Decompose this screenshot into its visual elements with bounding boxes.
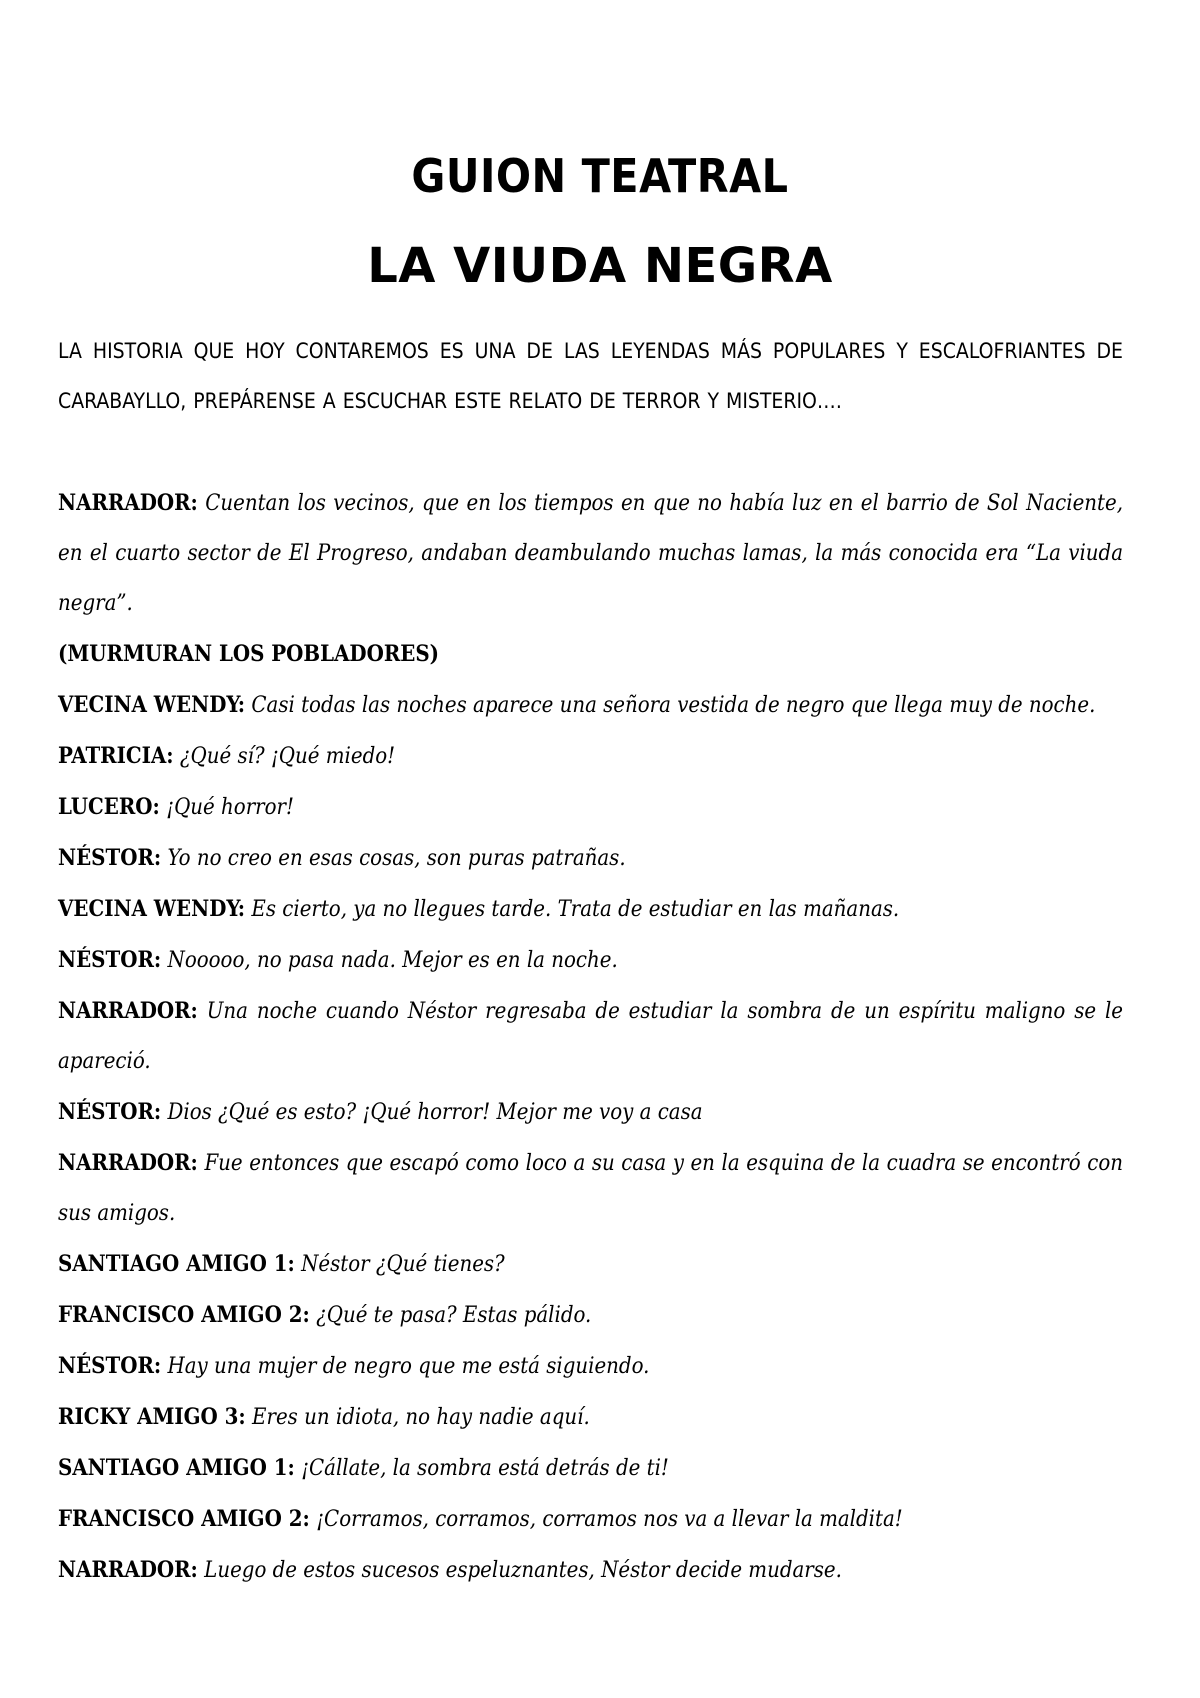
dialogue-line bbox=[58, 833, 1123, 884]
document-kind-heading: GUION TEATRAL bbox=[411, 149, 789, 203]
dialogue-line bbox=[58, 1290, 1123, 1341]
dialogue-text: ¿Qué te pasa? Estas pálido. bbox=[316, 1303, 592, 1328]
dialogue-text: Nooooo, no pasa nada. Mejor es en la noche. bbox=[167, 948, 618, 973]
dialogue-line bbox=[58, 1443, 1123, 1494]
speaker-name: RICKY AMIGO 3: bbox=[58, 1404, 246, 1430]
dialogue-line bbox=[58, 478, 1123, 629]
dialogue-line bbox=[58, 1341, 1123, 1392]
speaker-name: FRANCISCO AMIGO 2: bbox=[58, 1506, 310, 1532]
dialogue-text: ¡Qué horror! bbox=[166, 795, 294, 820]
speaker-name: PATRICIA: bbox=[58, 743, 174, 769]
speaker-name: NARRADOR: bbox=[58, 1557, 198, 1583]
dialogue-text: Es cierto, ya no llegues tarde. Trata de estudiar en las mañanas. bbox=[251, 897, 900, 922]
speaker-name: NARRADOR: bbox=[58, 998, 198, 1024]
dialogue-line bbox=[58, 935, 1123, 986]
stage-direction-text: (MURMURAN LOS POBLADORES) bbox=[58, 641, 440, 667]
dialogue-line bbox=[58, 731, 1123, 782]
speaker-name: NÉSTOR: bbox=[58, 1099, 162, 1125]
dialogue-text: ¡Corramos, corramos, corramos nos va a llevar la maldita! bbox=[316, 1507, 903, 1532]
speaker-name: LUCERO: bbox=[58, 794, 160, 820]
dialogue-text: Una noche cuando Néstor regresaba de estudiar la sombra de un espíritu maligno se le apareció. bbox=[58, 999, 1123, 1074]
speaker-name: NÉSTOR: bbox=[58, 1353, 162, 1379]
dialogue-line bbox=[58, 1138, 1123, 1239]
dialogue-line bbox=[58, 986, 1123, 1087]
dialogue-text: Dios ¿Qué es esto? ¡Qué horror! Mejor me voy a casa bbox=[167, 1100, 703, 1125]
dialogue-text: Yo no creo en esas cosas, son puras patrañas. bbox=[167, 846, 626, 871]
script-dialogue bbox=[58, 478, 1123, 1596]
dialogue-text: ¿Qué sí? ¡Qué miedo! bbox=[179, 744, 396, 769]
speaker-name: NARRADOR: bbox=[58, 490, 198, 516]
dialogue-line bbox=[58, 1087, 1123, 1138]
play-title: LA VIUDA NEGRA bbox=[367, 238, 833, 294]
stage-direction bbox=[58, 629, 1123, 680]
dialogue-text: ¡Cállate, la sombra está detrás de ti! bbox=[301, 1456, 669, 1481]
dialogue-line bbox=[58, 1392, 1123, 1443]
speaker-name: NÉSTOR: bbox=[58, 947, 162, 973]
speaker-name: NÉSTOR: bbox=[58, 845, 162, 871]
dialogue-line bbox=[58, 1494, 1123, 1545]
dialogue-line bbox=[58, 884, 1123, 935]
speaker-name: NARRADOR: bbox=[58, 1150, 198, 1176]
speaker-name: VECINA WENDY: bbox=[58, 896, 246, 922]
dialogue-line bbox=[58, 680, 1123, 731]
dialogue-text: Hay una mujer de negro que me está siguiendo. bbox=[167, 1354, 650, 1379]
dialogue-text: Fue entonces que escapó como loco a su casa y en la esquina de la cuadra se encontró con sus amigos. bbox=[58, 1151, 1123, 1226]
dialogue-text: Luego de estos sucesos espeluznantes, Néstor decide mudarse. bbox=[204, 1558, 842, 1583]
speaker-name: SANTIAGO AMIGO 1: bbox=[58, 1455, 295, 1481]
speaker-name: VECINA WENDY: bbox=[58, 692, 246, 718]
dialogue-line bbox=[58, 1239, 1123, 1290]
dialogue-text: Casi todas las noches aparece una señora vestida de negro que llega muy de noche. bbox=[251, 693, 1096, 718]
dialogue-text: Néstor ¿Qué tienes? bbox=[301, 1252, 505, 1277]
dialogue-text: Eres un idiota, no hay nadie aquí. bbox=[252, 1405, 590, 1430]
speaker-name: SANTIAGO AMIGO 1: bbox=[58, 1251, 295, 1277]
intro-paragraph: LA HISTORIA QUE HOY CONTAREMOS ES UNA DE LAS LEYENDAS MÁS POPULARES Y ESCALOFRIANTES DE CARABAYLLO, PREPÁRENSE A ESCUCHAR ESTE RELATO DE TERROR Y MISTERIO…. bbox=[58, 339, 1123, 413]
speaker-name: FRANCISCO AMIGO 2: bbox=[58, 1302, 310, 1328]
dialogue-line bbox=[58, 1545, 1123, 1596]
dialogue-line bbox=[58, 782, 1123, 833]
dialogue-text: Cuentan los vecinos, que en los tiempos en que no había luz en el barrio de Sol Naciente, en el cuarto sector de El Progreso, andaban deambulando muchas lamas, la más conocida era “La viuda negra”. bbox=[58, 491, 1123, 616]
